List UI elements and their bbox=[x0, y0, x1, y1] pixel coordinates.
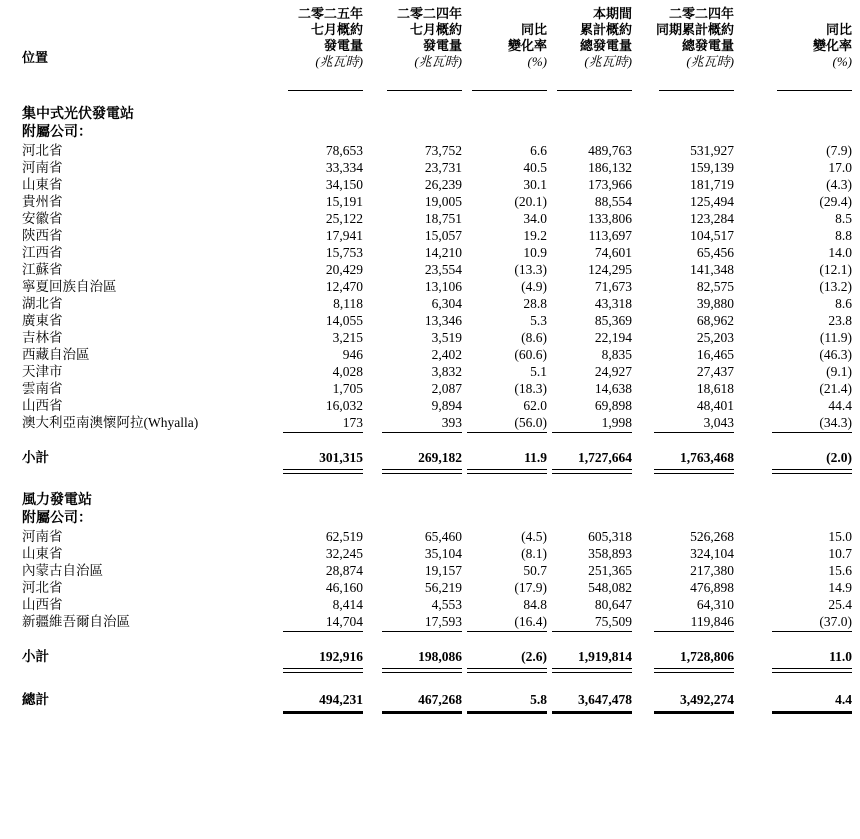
row-location: 西藏自治區 bbox=[22, 347, 90, 362]
row-value: (12.1) bbox=[819, 262, 852, 277]
row-value: 192,916 bbox=[319, 649, 363, 664]
table-row bbox=[22, 261, 852, 278]
row-value: (2.0) bbox=[826, 450, 852, 465]
table-row bbox=[22, 545, 852, 562]
row-value: (34.3) bbox=[819, 415, 852, 430]
column-header-line: 同期累計概約 bbox=[655, 22, 734, 37]
total-underline bbox=[772, 711, 852, 714]
column-header-line: 同比 bbox=[520, 22, 547, 37]
row-value: (56.0) bbox=[514, 415, 547, 430]
row-value: (17.9) bbox=[514, 580, 547, 595]
column-header-line: 七月概約 bbox=[409, 22, 462, 37]
column-header-line: 發電量 bbox=[323, 38, 363, 53]
column-rule bbox=[772, 432, 852, 433]
column-rule bbox=[467, 631, 547, 632]
row-value: 12,470 bbox=[325, 279, 363, 294]
column-header-line: 總發電量 bbox=[681, 38, 734, 53]
row-value: 605,318 bbox=[588, 529, 632, 544]
column-header bbox=[522, 6, 632, 70]
row-value: 8.5 bbox=[835, 211, 852, 226]
column-header-line: 本期間 bbox=[592, 6, 632, 21]
row-value: 33,334 bbox=[325, 160, 363, 175]
row-value: (11.9) bbox=[819, 330, 852, 345]
column-rule bbox=[654, 432, 734, 433]
table-row bbox=[22, 596, 852, 613]
row-value: 119,846 bbox=[690, 614, 734, 629]
row-value: 24,927 bbox=[594, 364, 632, 379]
header-underline bbox=[557, 90, 632, 91]
row-value: 946 bbox=[342, 347, 363, 362]
table-row bbox=[22, 346, 852, 363]
total-underline bbox=[467, 668, 547, 673]
total-underline bbox=[654, 668, 734, 673]
total-underline bbox=[552, 711, 632, 714]
row-value: 8,118 bbox=[333, 296, 363, 311]
row-value: 217,380 bbox=[690, 563, 734, 578]
row-value: (8.6) bbox=[521, 330, 547, 345]
column-rule bbox=[283, 631, 363, 632]
row-value: 43,318 bbox=[594, 296, 632, 311]
header-underline bbox=[472, 90, 547, 91]
row-value: 48,401 bbox=[696, 398, 734, 413]
row-value: 15,057 bbox=[424, 228, 462, 243]
column-unit: (兆瓦時) bbox=[414, 54, 462, 69]
row-location: 貴州省 bbox=[22, 194, 63, 209]
row-location: 江蘇省 bbox=[22, 262, 63, 277]
row-value: 15,753 bbox=[325, 245, 363, 260]
row-location: 湖北省 bbox=[22, 296, 63, 311]
total-underline bbox=[772, 668, 852, 673]
table-row bbox=[22, 227, 852, 244]
row-value: (8.1) bbox=[521, 546, 547, 561]
row-value: 6.6 bbox=[530, 143, 547, 158]
table-row bbox=[22, 312, 852, 329]
row-value: 301,315 bbox=[319, 450, 363, 465]
row-value: 65,456 bbox=[696, 245, 734, 260]
generation-table bbox=[22, 0, 852, 708]
table-row bbox=[22, 210, 852, 227]
row-value: 2,402 bbox=[431, 347, 462, 362]
row-value: 15.0 bbox=[828, 529, 852, 544]
table-row bbox=[22, 363, 852, 380]
table-row bbox=[22, 380, 852, 397]
row-value: (37.0) bbox=[819, 614, 852, 629]
total-underline bbox=[283, 469, 363, 474]
section-subtitle: 附屬公司： bbox=[22, 511, 92, 526]
row-value: 11.9 bbox=[524, 450, 547, 465]
table-row bbox=[22, 244, 852, 261]
row-value: 30.1 bbox=[523, 177, 547, 192]
row-value: 133,806 bbox=[588, 211, 632, 226]
table-row bbox=[22, 159, 852, 176]
column-header-line: 七月概約 bbox=[310, 22, 363, 37]
row-value: (20.1) bbox=[514, 194, 547, 209]
row-value: (16.4) bbox=[514, 614, 547, 629]
row-value: 9,894 bbox=[431, 398, 462, 413]
row-value: 80,647 bbox=[594, 597, 632, 612]
row-location: 新疆維吾爾自治區 bbox=[22, 614, 130, 629]
row-location: 河北省 bbox=[22, 143, 63, 158]
row-value: 16,465 bbox=[696, 347, 734, 362]
row-value: 393 bbox=[441, 415, 462, 430]
column-header-line: 二零二五年 bbox=[297, 6, 363, 21]
row-value: 50.7 bbox=[523, 563, 547, 578]
row-value: 14,638 bbox=[594, 381, 632, 396]
row-value: 40.5 bbox=[523, 160, 547, 175]
column-header-line: 變化率 bbox=[812, 38, 852, 53]
row-value: 3,043 bbox=[703, 415, 734, 430]
row-value: 19,157 bbox=[424, 563, 462, 578]
row-location: 河南省 bbox=[22, 160, 63, 175]
table-row bbox=[22, 278, 852, 295]
row-location: 山西省 bbox=[22, 398, 63, 413]
row-value: (4.9) bbox=[521, 279, 547, 294]
row-value: 10.7 bbox=[828, 546, 852, 561]
row-value: 17,593 bbox=[424, 614, 462, 629]
row-value: 27,437 bbox=[696, 364, 734, 379]
row-value: 71,673 bbox=[594, 279, 632, 294]
row-value: 526,268 bbox=[690, 529, 734, 544]
subtotal-row bbox=[22, 449, 852, 466]
row-value: 15.6 bbox=[828, 563, 852, 578]
row-value: 4.4 bbox=[835, 692, 852, 707]
row-value: 14,210 bbox=[424, 245, 462, 260]
total-underline bbox=[382, 469, 462, 474]
row-value: 17,941 bbox=[325, 228, 363, 243]
row-value: 23,554 bbox=[424, 262, 462, 277]
row-value: 113,697 bbox=[588, 228, 632, 243]
total-underline bbox=[382, 711, 462, 714]
row-location: 廣東省 bbox=[22, 313, 63, 328]
row-value: 1,705 bbox=[332, 381, 363, 396]
column-unit: (%) bbox=[832, 54, 852, 69]
column-unit: (兆瓦時) bbox=[584, 54, 632, 69]
row-value: 23.8 bbox=[828, 313, 852, 328]
row-value: 3,832 bbox=[431, 364, 462, 379]
row-value: 3,215 bbox=[332, 330, 363, 345]
row-location: 天津市 bbox=[22, 364, 63, 379]
table-row bbox=[22, 397, 852, 414]
row-value: 18,618 bbox=[696, 381, 734, 396]
row-value: 186,132 bbox=[588, 160, 632, 175]
column-header-line: 累計概約 bbox=[579, 22, 632, 37]
total-underline bbox=[283, 711, 363, 714]
row-location: 山東省 bbox=[22, 546, 63, 561]
row-value: 13,106 bbox=[424, 279, 462, 294]
row-value: (13.3) bbox=[514, 262, 547, 277]
row-value: 14,704 bbox=[325, 614, 363, 629]
row-value: 11.0 bbox=[829, 649, 852, 664]
total-underline bbox=[772, 469, 852, 474]
row-location: 寧夏回族自治區 bbox=[22, 279, 117, 294]
column-header-line: 二零二四年 bbox=[396, 6, 462, 21]
table-row bbox=[22, 528, 852, 545]
table-header bbox=[22, 0, 852, 100]
row-value: 10.9 bbox=[523, 245, 547, 260]
row-value: (7.9) bbox=[826, 143, 852, 158]
total-underline bbox=[467, 711, 547, 714]
row-value: 251,365 bbox=[588, 563, 632, 578]
column-header bbox=[624, 6, 734, 70]
row-value: 25,122 bbox=[325, 211, 363, 226]
row-value: 13,346 bbox=[424, 313, 462, 328]
row-value: 8,835 bbox=[601, 347, 632, 362]
column-header-line: 變化率 bbox=[507, 38, 547, 53]
row-value: (4.3) bbox=[826, 177, 852, 192]
column-unit: (兆瓦時) bbox=[686, 54, 734, 69]
row-value: 181,719 bbox=[690, 177, 734, 192]
row-value: 531,927 bbox=[690, 143, 734, 158]
column-rule bbox=[382, 432, 462, 433]
row-value: 73,752 bbox=[424, 143, 462, 158]
row-location: 雲南省 bbox=[22, 381, 63, 396]
row-value: 4,028 bbox=[332, 364, 363, 379]
table-row bbox=[22, 579, 852, 596]
row-value: 62,519 bbox=[325, 529, 363, 544]
column-rule bbox=[654, 631, 734, 632]
row-value: 476,898 bbox=[690, 580, 734, 595]
row-value: 65,460 bbox=[424, 529, 462, 544]
row-value: 25.4 bbox=[828, 597, 852, 612]
row-location: 內蒙古自治區 bbox=[22, 563, 103, 578]
total-underline bbox=[467, 469, 547, 474]
row-value: 358,893 bbox=[588, 546, 632, 561]
row-value: 269,182 bbox=[418, 450, 462, 465]
row-value: (46.3) bbox=[819, 347, 852, 362]
row-value: 124,295 bbox=[588, 262, 632, 277]
column-rule bbox=[552, 432, 632, 433]
row-label: 小計 bbox=[22, 450, 49, 465]
total-underline bbox=[654, 711, 734, 714]
row-value: 548,082 bbox=[588, 580, 632, 595]
row-value: 68,962 bbox=[696, 313, 734, 328]
row-value: 84.8 bbox=[523, 597, 547, 612]
row-value: 69,898 bbox=[594, 398, 632, 413]
row-value: (60.6) bbox=[514, 347, 547, 362]
table-row bbox=[22, 193, 852, 210]
row-value: 324,104 bbox=[690, 546, 734, 561]
column-header-line: 二零二四年 bbox=[668, 6, 734, 21]
table-row bbox=[22, 562, 852, 579]
row-value: 4,553 bbox=[431, 597, 462, 612]
row-value: 6,304 bbox=[431, 296, 462, 311]
row-value: 28.8 bbox=[523, 296, 547, 311]
row-value: 173,966 bbox=[588, 177, 632, 192]
row-value: 44.4 bbox=[828, 398, 852, 413]
row-value: 78,653 bbox=[325, 143, 363, 158]
column-rule bbox=[772, 631, 852, 632]
total-underline bbox=[654, 469, 734, 474]
table-row bbox=[22, 142, 852, 159]
row-value: (18.3) bbox=[514, 381, 547, 396]
row-value: 75,509 bbox=[594, 614, 632, 629]
header-underline bbox=[777, 90, 852, 91]
row-value: 198,086 bbox=[418, 649, 462, 664]
row-value: 1,727,664 bbox=[578, 450, 632, 465]
table-row bbox=[22, 295, 852, 312]
column-header bbox=[253, 6, 363, 70]
table-row bbox=[22, 329, 852, 346]
row-value: (13.2) bbox=[819, 279, 852, 294]
row-value: 25,203 bbox=[696, 330, 734, 345]
row-value: (2.6) bbox=[521, 649, 547, 664]
row-label: 總計 bbox=[22, 692, 49, 707]
row-value: 88,554 bbox=[594, 194, 632, 209]
row-value: 489,763 bbox=[588, 143, 632, 158]
row-value: 14,055 bbox=[325, 313, 363, 328]
row-value: 82,575 bbox=[696, 279, 734, 294]
row-location: 河北省 bbox=[22, 580, 63, 595]
row-value: 1,763,468 bbox=[680, 450, 734, 465]
row-value: 1,998 bbox=[601, 415, 632, 430]
section-subtitle: 附屬公司： bbox=[22, 125, 92, 140]
grand-total-row bbox=[22, 691, 852, 708]
row-value: 159,139 bbox=[690, 160, 734, 175]
row-value: 3,647,478 bbox=[578, 692, 632, 707]
row-location: 河南省 bbox=[22, 529, 63, 544]
section-title: 風力發電站 bbox=[22, 493, 92, 508]
header-underline bbox=[387, 90, 462, 91]
column-rule bbox=[283, 432, 363, 433]
column-header bbox=[742, 6, 852, 70]
row-value: 46,160 bbox=[325, 580, 363, 595]
column-header-line: 發電量 bbox=[422, 38, 462, 53]
row-value: 8.6 bbox=[835, 296, 852, 311]
row-value: 467,268 bbox=[418, 692, 462, 707]
subtotal-row bbox=[22, 648, 852, 665]
row-value: 22,194 bbox=[594, 330, 632, 345]
row-value: 62.0 bbox=[523, 398, 547, 413]
row-value: 173 bbox=[342, 415, 363, 430]
row-location: 澳大利亞南澳懷阿拉(Whyalla) bbox=[22, 415, 199, 430]
column-rule bbox=[467, 432, 547, 433]
row-location: 陝西省 bbox=[22, 228, 63, 243]
table-row bbox=[22, 414, 852, 431]
header-underline bbox=[659, 90, 734, 91]
row-value: 8,414 bbox=[332, 597, 363, 612]
row-value: 19.2 bbox=[523, 228, 547, 243]
row-value: 85,369 bbox=[594, 313, 632, 328]
column-unit: (%) bbox=[527, 54, 547, 69]
total-underline bbox=[382, 668, 462, 673]
row-value: 64,310 bbox=[696, 597, 734, 612]
row-location: 吉林省 bbox=[22, 330, 63, 345]
row-value: 494,231 bbox=[319, 692, 363, 707]
row-location: 山西省 bbox=[22, 597, 63, 612]
row-value: 17.0 bbox=[828, 160, 852, 175]
row-value: 14.0 bbox=[828, 245, 852, 260]
total-underline bbox=[552, 668, 632, 673]
column-header-line: 總發電量 bbox=[579, 38, 632, 53]
row-value: 125,494 bbox=[690, 194, 734, 209]
row-value: 32,245 bbox=[325, 546, 363, 561]
row-value: 16,032 bbox=[325, 398, 363, 413]
column-unit: (兆瓦時) bbox=[315, 54, 363, 69]
row-value: (4.5) bbox=[521, 529, 547, 544]
row-value: 141,348 bbox=[690, 262, 734, 277]
row-value: 1,728,806 bbox=[680, 649, 734, 664]
row-value: 39,880 bbox=[696, 296, 734, 311]
row-value: 1,919,814 bbox=[578, 649, 632, 664]
row-value: 8.8 bbox=[835, 228, 852, 243]
row-value: 14.9 bbox=[828, 580, 852, 595]
row-value: (9.1) bbox=[826, 364, 852, 379]
row-location: 安徽省 bbox=[22, 211, 63, 226]
row-value: 5.3 bbox=[530, 313, 547, 328]
row-location: 山東省 bbox=[22, 177, 63, 192]
row-value: 23,731 bbox=[424, 160, 462, 175]
column-rule bbox=[382, 631, 462, 632]
row-label: 小計 bbox=[22, 649, 49, 664]
row-value: 3,519 bbox=[431, 330, 462, 345]
row-value: 19,005 bbox=[424, 194, 462, 209]
row-value: 15,191 bbox=[325, 194, 363, 209]
row-value: 20,429 bbox=[325, 262, 363, 277]
row-value: 5.1 bbox=[530, 364, 547, 379]
column-header-line: 同比 bbox=[825, 22, 852, 37]
row-value: 34,150 bbox=[325, 177, 363, 192]
row-value: 74,601 bbox=[594, 245, 632, 260]
row-location: 江西省 bbox=[22, 245, 63, 260]
row-value: 123,284 bbox=[690, 211, 734, 226]
total-underline bbox=[283, 668, 363, 673]
row-value: 28,874 bbox=[325, 563, 363, 578]
header-underline bbox=[288, 90, 363, 91]
row-value: 26,239 bbox=[424, 177, 462, 192]
location-header: 位置 bbox=[22, 50, 49, 65]
row-value: (21.4) bbox=[819, 381, 852, 396]
table-row bbox=[22, 176, 852, 193]
row-value: 18,751 bbox=[424, 211, 462, 226]
row-value: 35,104 bbox=[424, 546, 462, 561]
row-value: 104,517 bbox=[690, 228, 734, 243]
total-underline bbox=[552, 469, 632, 474]
row-value: (29.4) bbox=[819, 194, 852, 209]
row-value: 5.8 bbox=[530, 692, 547, 707]
column-rule bbox=[552, 631, 632, 632]
row-value: 56,219 bbox=[424, 580, 462, 595]
section-title: 集中式光伏發電站 bbox=[22, 107, 134, 122]
table-row bbox=[22, 613, 852, 630]
row-value: 2,087 bbox=[431, 381, 462, 396]
row-value: 34.0 bbox=[523, 211, 547, 226]
row-value: 3,492,274 bbox=[680, 692, 734, 707]
